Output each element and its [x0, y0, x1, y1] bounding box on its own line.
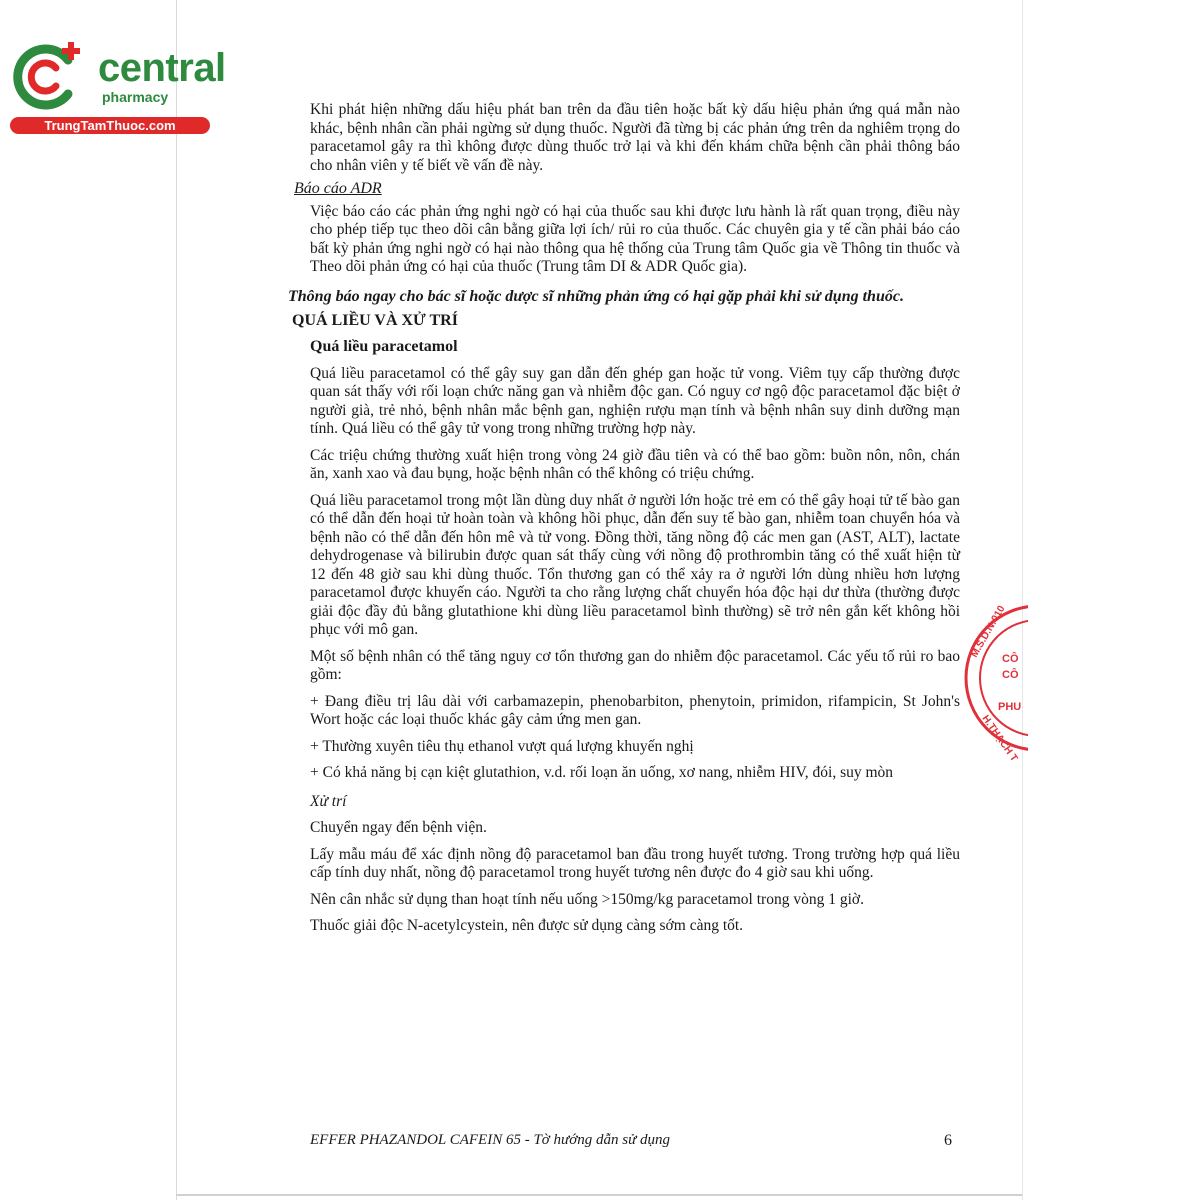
stamp-text-msdn: M.S.D.N:010 — [969, 603, 1008, 660]
page-bottom-edge — [176, 1194, 1022, 1196]
page-left-edge — [176, 0, 177, 1200]
official-stamp — [958, 598, 1028, 768]
central-pharmacy-logo-icon — [10, 38, 90, 113]
stamp-text-4: H.THẠCH T — [979, 713, 1020, 764]
stamp-text-2: CÔ — [1002, 669, 1019, 681]
risk-item: + Đang điều trị lâu dài với carbamazepin, phenobarbiton, phenytoin, primidon, rifampicin, St John's Wort hoặc các loại thuốc khác gây cảm ứng men gan. — [310, 692, 960, 728]
brand-website-badge: TrungTamThuoc.com — [10, 117, 210, 134]
stamp-text-3: PHU — [998, 701, 1022, 713]
treatment-paragraph-4: Thuốc giải độc N-acetylcystein, nên được sử dụng càng sớm càng tốt. — [310, 917, 744, 934]
document-body — [288, 101, 960, 936]
brand-subtitle: pharmacy — [102, 89, 169, 105]
footer-document-title: EFFER PHAZANDOL CAFEIN 65 - Tờ hướng dẫn sử dụng — [310, 1132, 671, 1148]
intro-paragraph: Khi phát hiện những dấu hiệu phát ban trên da đầu tiên hoặc bất kỳ dấu hiệu phản ứng quá mẫn nào khác, bệnh nhân cần phải ngừng sử dụng thuốc. Người đã từng bị các phản ứng trên da nghiêm trọng do paracetamol gây ra thì không được dùng thuốc trở lại và khi đến khám chữa bệnh cần phải thông báo cho nhân viên y tế biết về vấn đề này. — [310, 101, 960, 174]
treatment-paragraph-1: Chuyển ngay đến bệnh viện. — [310, 819, 487, 836]
risk-item: + Thường xuyên tiêu thụ ethanol vượt quá lượng khuyến nghị — [310, 737, 694, 755]
notice-callout: Thông báo ngay cho bác sĩ hoặc dược sĩ những phản ứng có hại gặp phải khi sử dụng thuốc. — [288, 287, 904, 305]
adr-section-title: Báo cáo ADR — [294, 180, 382, 197]
footer-page-number: 6 — [944, 1132, 952, 1149]
overdose-heading: QUÁ LIỀU VÀ XỬ TRÍ — [292, 311, 458, 329]
treatment-title: Xử trí — [310, 792, 347, 810]
overdose-subheading: Quá liều paracetamol — [310, 338, 458, 355]
overdose-paragraph-2: Các triệu chứng thường xuất hiện trong vòng 24 giờ đầu tiên và có thể bao gồm: buồn nôn, nôn, chán ăn, xanh xao và đau bụng, hoặc bệnh nhân có thể không có triệu chứng. — [310, 446, 960, 482]
brand-logo[interactable] — [10, 38, 226, 138]
treatment-paragraph-3: Nên cân nhắc sử dụng than hoạt tính nếu uống >150mg/kg paracetamol trong vòng 1 giờ. — [310, 890, 864, 908]
treatment-paragraph-2: Lấy mẫu máu để xác định nồng độ paracetamol ban đầu trong huyết tương. Trong trường hợp quá liều cấp tính duy nhất, nồng độ paracetamol trong huyết tương nên được đo 4 giờ sau khi uống. — [310, 845, 960, 881]
overdose-paragraph-4: Một số bệnh nhân có thể tăng nguy cơ tổn thương gan do nhiễm độc paracetamol. Các yếu tố rủi ro bao gồm: — [310, 647, 960, 683]
overdose-paragraph-3: Quá liều paracetamol trong một lần dùng duy nhất ở người lớn hoặc trẻ em có thể gây hoại tử tế bào gan có thể dẫn đến hoại tử hoàn toàn và không hồi phục, dẫn đến suy tế bào gan, nhiễm toan chuyển hóa và bệnh não có thể dẫn đến hôn mê và tử vong. Đồng thời, tăng nồng độ các men gan (AST, ALT), lactate dehydrogenase và bilirubin được quan sát thấy cùng với nồng độ prothrombin tăng có thể xuất hiện từ 12 đến 48 giờ sau khi dùng thuốc. Tổn thương gan có thể xảy ra ở người lớn dùng nhiều hơn lượng paracetamol được khuyến cáo. Người ta cho rằng lượng chất chuyển hóa độc hại dư thừa (thường được giải độc đầy đủ bằng glutathione khi dùng liều paracetamol bình thường) sẽ trở nên gắn kết không hồi phục với mô gan. — [310, 491, 960, 638]
overdose-paragraph-1: Quá liều paracetamol có thể gây suy gan dẫn đến ghép gan hoặc tử vong. Viêm tụy cấp thường được quan sát thấy với rối loạn chức năng gan và nhiễm độc gan. Có nguy cơ ngộ độc paracetamol đặc biệt ở người già, trẻ nhỏ, bệnh nhân mắc bệnh gan, nghiện rượu mạn tính và bệnh nhân suy dinh dưỡng mạn tính. Quá liều có thể gây tử vong trong những trường hợp này. — [310, 364, 960, 437]
adr-paragraph: Việc báo cáo các phản ứng nghi ngờ có hại của thuốc sau khi được lưu hành là rất quan trọng, điều này cho phép tiếp tục theo dõi cân bằng giữa lợi ích/ rủi ro của thuốc. Các chuyên gia y tế cần phải báo cáo bất kỳ phản ứng nghi ngờ có hại nào thông qua hệ thống của Trung tâm Quốc gia về Thông tin thuốc và Theo dõi phản ứng có hại của thuốc (Trung tâm DI & ADR Quốc gia). — [310, 202, 960, 275]
stamp-text-1: CÔ — [1002, 653, 1019, 665]
brand-name: central — [98, 46, 226, 90]
risk-item: + Có khả năng bị cạn kiệt glutathion, v.d. rối loạn ăn uống, xơ nang, nhiễm HIV, đói, suy mòn — [310, 764, 894, 781]
